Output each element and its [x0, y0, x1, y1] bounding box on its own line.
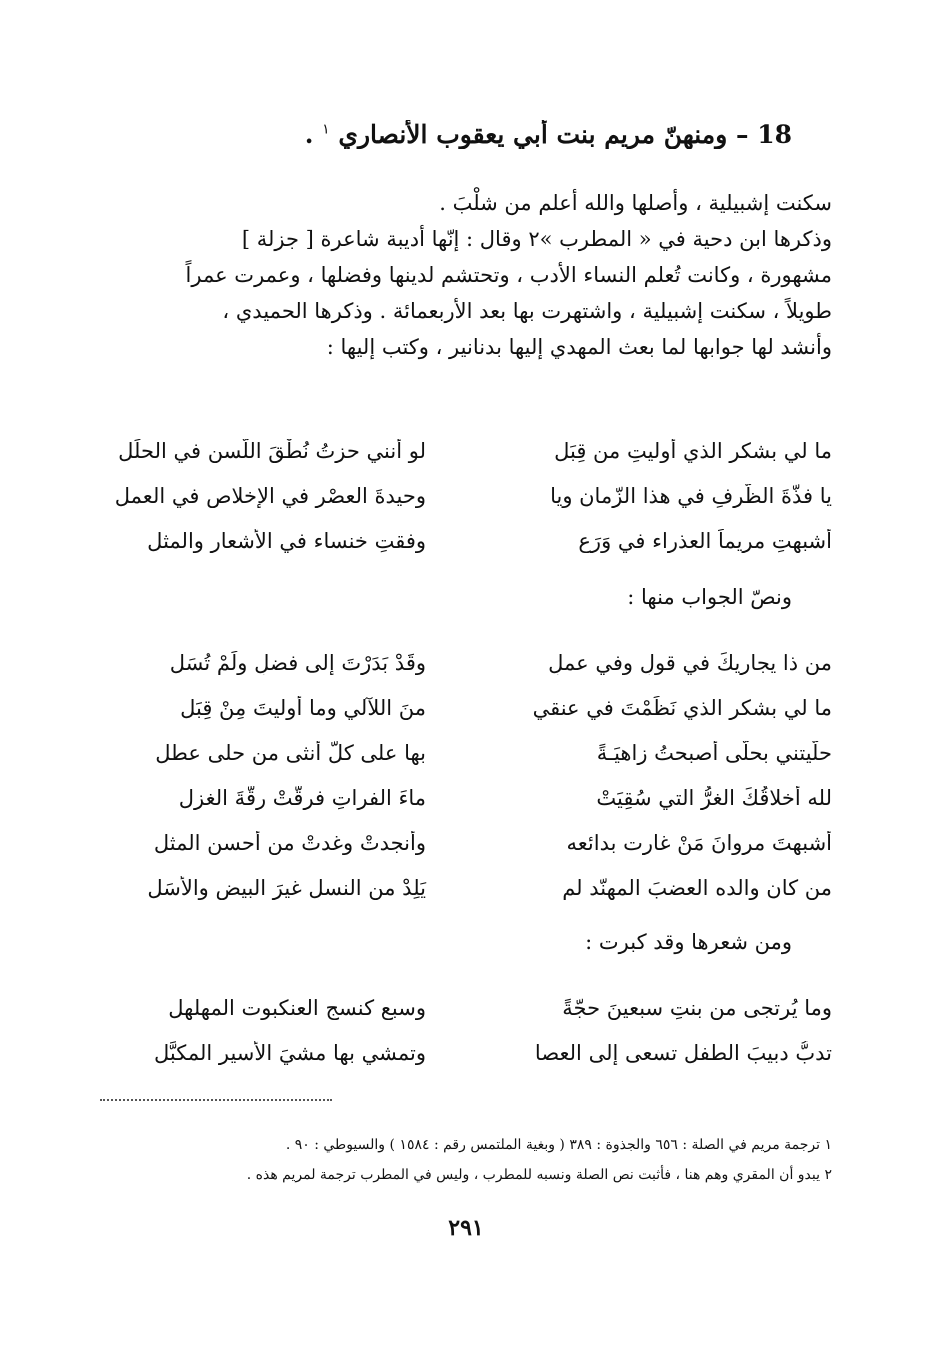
verse-first-hemistich: ما لي بشكرِ الذي نَظَمْتَ في عنقي [532, 695, 832, 720]
verse-first-hemistich: حلّيتني بحلّى أصبحتُ زاهيَـةً [596, 740, 832, 765]
verse-first-hemistich: من كان والده العضبَ المهنّد لم [562, 875, 832, 900]
verse [100, 640, 832, 685]
old-age-intro: ومن شعرها وقد كبرت : [585, 930, 792, 954]
verse-first-hemistich: أشبهتَ مروانَ مَنْ غارت بدائعه [566, 830, 832, 855]
verse [100, 865, 832, 910]
verse-second-hemistich: وأنجدتْ وغدتْ من أحسنِ المثلِ [153, 830, 426, 855]
verse-second-hemistich: وقَدْ بَدَرْتَ إلى فضلٍ ولَمْ تُسَلِ [169, 650, 426, 675]
footnote: ٢ يبدو أن المقري وهم هنا ، فأثبت نص الصلة ونسبه للمطرب ، وليس في المطرب ترجمة لمريم هذه . [246, 1167, 832, 1183]
verse-second-hemistich: لو أنني حزتُ نُطْقَ اللُّسنِ في الحلَلِ [118, 438, 426, 463]
verse-second-hemistich: ماءَ الفراتِ فرقّتْ رقّةَ الغزلِ [178, 785, 426, 810]
verse-second-hemistich: بها على كلّ أنثى من حلى عطلِ [155, 740, 426, 765]
entry-number: 18 [757, 120, 792, 149]
entry-title: – ومنهنّ مريم بنت أبي يعقوب الأنصاري [338, 120, 749, 149]
verse-second-hemistich: وفقتِ خنساء في الأشعارِ والمثلِ [147, 528, 426, 553]
poem-3 [100, 985, 832, 1075]
verse [100, 428, 832, 473]
verse-first-hemistich: يا فذّةَ الظّرفِ في هذا الزّمانِ ويا [550, 483, 832, 508]
verse-second-hemistich: وتمشي بها مشيَ الأسيرِ المكبَّلِ [153, 1040, 426, 1065]
verse-first-hemistich: لله أخلاقُكَ الغرُّ التي سُقِيَتْ [596, 785, 832, 810]
reply-intro: ونصّ الجواب منها : [627, 585, 792, 609]
verse-first-hemistich: وما يُرتجى من بنتِ سبعينَ حجّةً [562, 995, 832, 1020]
footnote-separator [100, 1099, 332, 1101]
verse [100, 730, 832, 775]
footnotes [100, 1130, 832, 1190]
verse-first-hemistich: أشبهتِ مريماً العذراء في وَرَعٍ [578, 528, 832, 553]
verse-second-hemistich: وسبعٍ كنسجِ العنكبوت المهلهلِ [168, 995, 426, 1020]
footnote: ١ ترجمة مريم في الصلة : ٦٥٦ والجذوة : ٣٨٩ ( وبغية الملتمس رقم : ١٥٨٤ ) والسيوطي : ٩٠ . [285, 1137, 832, 1153]
verse-second-hemistich: منَ اللآلي وما أوليتَ مِنْ قِبَلِ [180, 695, 426, 720]
verse-second-hemistich: وحيدةَ العصْرِ في الإخلاصِ في العملِ [114, 483, 426, 508]
verse-first-hemistich: من ذا يجاريكَ في قولٍ وفي عملٍ [548, 650, 832, 675]
verse-first-hemistich: ما لي بشكرِ الذي أوليتِ من قِبَلِ [554, 438, 832, 463]
biography-paragraph [100, 185, 832, 365]
page-number: ٢٩١ [448, 1215, 484, 1241]
entry-heading [140, 120, 792, 149]
verse [100, 1030, 832, 1075]
paragraph-line: وأنشد لها جوابها لما بعث المهدي إليها بدنانير ، وكتب إليها : [326, 335, 832, 359]
heading-end: . [304, 120, 314, 149]
paragraph-line: سكنت إشبيلية ، وأصلها والله أعلم من شلْبَ . [439, 191, 832, 215]
paragraph-line: مشهورة ، وكانت تُعلم النساء الأدب ، وتحتشم لدينها وفضلها ، وعمرت عمراً [185, 263, 832, 287]
verse-first-hemistich: تدبُّ دبيبَ الطفلِ تسعى إلى العصا [534, 1040, 832, 1065]
verse [100, 518, 832, 563]
verse [100, 775, 832, 820]
poem-2 [100, 640, 832, 910]
verse-second-hemistich: يَلِدْ من النسلِ غيرَ البيضِ والأسَلِ [147, 875, 426, 900]
verse [100, 685, 832, 730]
paragraph-line: طويلاً ، سكنت إشبيلية ، واشتهرت بها بعد الأربعمائة . وذكرها الحميدي ، [222, 299, 832, 323]
footnote-mark: ١ [322, 121, 330, 138]
poem-1 [100, 428, 832, 563]
verse [100, 985, 832, 1030]
verse [100, 820, 832, 865]
paragraph-line: وذكرها ابن دحية في « المطرب »٢ وقال : إنّها أديبة شاعرة [ جزلة ] [241, 227, 832, 251]
verse [100, 473, 832, 518]
